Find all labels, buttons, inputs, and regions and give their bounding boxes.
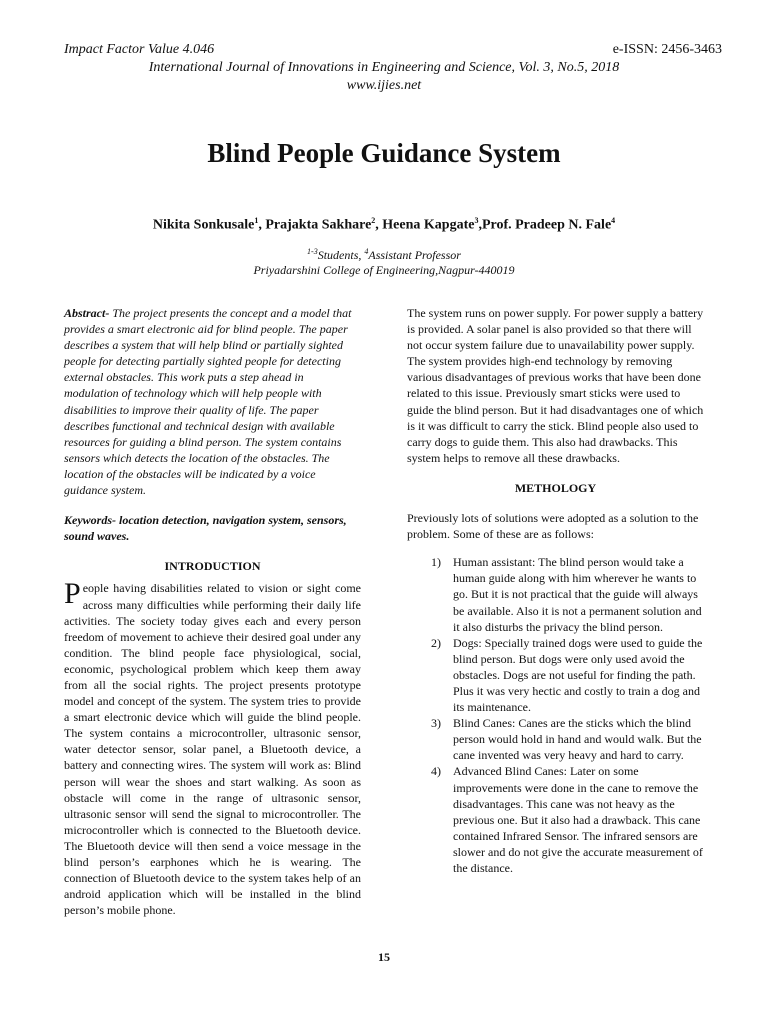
affil-sup: 1-3 <box>307 247 318 256</box>
list-item <box>407 554 704 634</box>
system-description: The system runs on power supply. For power supply a battery is provided. A solar panel is also provided so that there will not occur system failure due to unavailability power supply. The system provides high-end technology by removing various disadvantages of previous works that have been done related to this issue. Previously smart sticks were used to guide the blind person. But it had disadvantages one of which is it was difficult to carry the stick. Blind people also used to carry dogs to guide them. This also had drawbacks. This system helps to remove all these drawbacks. <box>407 306 704 465</box>
author-name: ,Prof. Pradeep N. Fale <box>478 217 612 233</box>
author-list <box>0 216 768 234</box>
author-name: Nikita Sonkusale <box>152 217 255 233</box>
list-number: 1) <box>431 555 441 570</box>
list-text: Human assistant: The blind person would take a human guide along with him wherever he wants to go. But it is not practical that the guide will always be available. Also it is not a permanent solution and it also disturbs the privacy the blind person. <box>453 555 702 634</box>
author-name: , Heena Kapgate <box>375 217 475 233</box>
journal-name: International Journal of Innovations in Engineering and Science, Vol. 3, No.5, 2018 <box>148 60 620 75</box>
list-item <box>407 763 704 876</box>
affiliation-college: Priyadarshini College of Engineering,Nagpur-440019 <box>253 263 515 277</box>
drop-cap: P <box>64 577 81 611</box>
introduction-text <box>64 577 361 918</box>
author-sup: 3 <box>474 216 479 225</box>
affil-role: Assistant Professor <box>368 248 461 262</box>
paper-title: Blind People Guidance System <box>207 138 561 168</box>
left-column <box>64 305 361 918</box>
keywords: Keywords- location detection, navigation system, sensors, sound waves. <box>64 513 347 544</box>
abstract-text: The project presents the concept and a model that provides a smart electronic aid for blind people. The paper describes a system that will help blind or partially sighted people for detecting partially sighted people for detecting external obstacles. This work puts a step ahead in modulation of technology which will help people with disabilities to improve their quality of life. The paper describes functional and technical design with available resources for guiding a blind person. The system contains sensors which detects the location of the obstacles. The location of the obstacles will be indicated by a voice guidance system. <box>64 306 352 498</box>
journal-website[interactable]: www.ijies.net <box>346 78 422 93</box>
list-text: Blind Canes: Canes are the sticks which the blind person would hold in hand and would walk. But the cane invented was very heavy and hard to carry. <box>453 716 702 763</box>
list-number: 3) <box>431 716 441 731</box>
author-name: , Prajakta Sakhare <box>258 217 372 233</box>
list-number: 2) <box>431 635 441 650</box>
author-sup: 2 <box>371 216 376 225</box>
right-column <box>407 305 704 876</box>
impact-factor: Impact Factor Value 4.046 <box>64 42 215 57</box>
affil-sup: 4 <box>364 247 369 256</box>
list-item <box>407 715 704 763</box>
list-item <box>407 635 704 715</box>
list-text: Advanced Blind Canes: Later on some improvements were done in the cane to remove the disadvantages. This cane was not heavy as the previous one. But it also had a drawback. This cane contained Infrared Sensor. The infrared sensors are slower and do not give the accurate measurement of the distance. <box>453 764 703 875</box>
page-number: 15 <box>378 950 390 964</box>
solutions-list <box>407 554 704 876</box>
introduction-body: eople having disabilities related to vision or sight come across many difficulties while performing their daily life activities. The society today gives each and every person freedom of movement to achieve their desired goal under any condition. The blind people face physiological, social, economic, psychological problem which keep them away from all the social rights. The project presents prototype model and concept of the system. The system tries to provide a smart electronic device which will guide the blind people. The system contains a microcontroller, ultrasonic sensor, water detector sensor, solar panel, a Bluetooth device, a battery and connecting wires. The system will work as: Blind person will wear the shoes and start walking. As soon as obstacle will come in the range of ultrasonic sensor, ultrasonic sensor will send the signal to microcontroller. The microcontroller which is connected to the Bluetooth device. The Bluetooth device will then send a voice message in the blind person’s earphones which he is wearing. The connection of Bluetooth device to the system takes help of an android application which will be installed in the blind person’s mobile phone. <box>64 581 361 918</box>
abstract-lead: Abstract- <box>64 306 110 320</box>
affil-role: Students, <box>317 248 365 262</box>
issn: e-ISSN: 2456-3463 <box>612 42 722 57</box>
author-sup: 1 <box>254 216 259 225</box>
author-sup: 4 <box>611 216 616 225</box>
abstract <box>64 305 361 498</box>
introduction-heading: INTRODUCTION <box>164 559 261 574</box>
affiliation-roles <box>0 247 768 263</box>
methology-heading: METHOLOGY <box>514 480 597 495</box>
list-number: 4) <box>431 764 441 779</box>
methology-lead: Previously lots of solutions were adopted as a solution to the problem. Some of these are as follows: <box>407 511 699 542</box>
list-text: Dogs: Specially trained dogs were used to guide the blind person. But dogs were only used avoid the obstacles. Dogs are not useful for finding the path. Plus it was very hectic and costly to train a dog and its maintenance. <box>453 635 703 715</box>
